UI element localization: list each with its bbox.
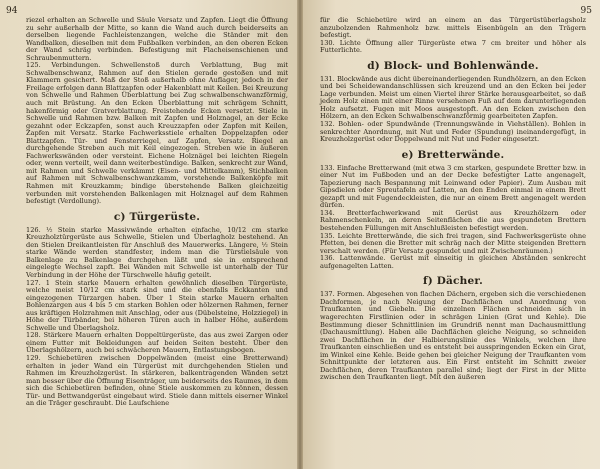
- paragraph-129: 129. Schiebetüren zwischen Doppelwänden (meist eine Bretterwand) erhalten in jeder Wand ein Türgerüst mit durchgehenden Stielen und Rahmen im Kreuzholzgerüst. In stärkeren, balkentragenden Wänden setzt man besser über die Öffnung Eisenträger, um beiderseits des Raumes, in dem sich die Schiebetüren befinden, ohne Stiele auskommen zu können, dessen Tür- und Bettwandgerüst eingebaut wird. Stiele dann mittels eiserner Winkel an die Träger geschraubt. Die Laufschiene: [26, 353, 288, 408]
- paragraph-127: 127. 1 Stein starke Mauern erhalten gewöhnlich dieselben Türgerüste, welche meist 10/12 cm stark sind und die ebenfalls Eckkanten und eingezogenen Türzargen haben. Über 1 Stein starke Mauern erhalten Bohlenzargen aus 4 bis 5 cm starken Bohlen oder hölzernen Rahmen, ferner aus kräftigen Holzrahmen mit Anschlag, oder aus (Dübelsteine, Holzziegel) in Höhe der Türbänder, bei höheren Türen auch in halber Höhe, außerdem Schwelle und Überlagsholz.: [26, 278, 288, 332]
- section-heading-dacher: f) Dächer.: [423, 275, 483, 288]
- paragraph-132: 132. Bohlen- oder Spundwände (Trennungswände in Viehställen). Bohlen in senkrechter Anordnung, mit Nut und Feder (Spundung) ineinandergefügt, in Kreuzholzgerüst oder Doppelwand mit Nut und Feder eingesetzt.: [320, 120, 586, 144]
- book-gutter: [297, 0, 303, 469]
- section-heading-bretterwande: e) Bretterwände.: [401, 148, 505, 161]
- right-page: [300, 0, 600, 469]
- paragraph-137: 137. Formen. Abgesehen von flachen Dächern, ergeben sich die verschiedenen Dachformen, je nach Neigung der Dachflächen und Anordnung von Traufkanten und Giebeln. Die einzelnen Flächen schneiden sich in wagerechten Firstlinien oder in schrägen Linien (Grat und Kehle). Die Bestimmung dieser Schnittlinien im Grundriß nennt man Dachausmittlung (Dachausmittlung). Haben alle Dachflächen gleiche Neigung, so schneiden zwei Dachflächen in der Halbierungslinie des Winkels, welchen ihre Traufkanten einschließen und es entsteht bei ausspringenden Ecken ein Grat, im Winkel eine Kehle. Beide gehen bei gleicher Neigung der Traufkanten vom Schnittpunkte der letzteren aus. Ein First entsteht im Schnitt zweier Dachflächen, deren Traufkanten parallel sind; liegt der First in der Mitte zwischen den Traufkanten liegt. Mit den äußeren: [320, 290, 586, 382]
- page-number-right: 95: [580, 6, 592, 16]
- paragraph-125: 125. Verbindungen. Schwellenstoß durch Verblattung, Bug mit Schwalbenschwanz, Rahmen auf den Stielen gerade gestoßen und mit Klammern gesichert. Maß der Stoß außerhalb ohne Auflager, jedoch in der Freilage erfolgen dann Blattzapfen oder Hakenblatt mit Keilen. Bei Kreuzung von Schwelle und Rahmen Überblattung bei Zug schwalbenschwanzförmig, auch mit Brüstung. An den Ecken Überblattung mit schrägem Schnitt, hakenförmig oder Gratverblattung. Freistehende Ecken versetzt. Stiele in Schwelle und Rahmen bzw. Balken mit Zapfen und Holznagel, an der Ecke gezahnt oder Eckzapfen, sonst auch Kreuzzapfen oder Zapfen mit Keilen, Zapfen mit Versatz. Starke Fachwerksstiele erhalten Doppelzapfen oder Blattzapfen. Tür- und Fensterriegel, auf Zapfen, Versatz. Riegel an durchgehende Streben auch mit Keil eingezogen. Streben wie in äußeren Fachwerkswänden oder versteint. Eichene Holznägel bei leichten Riegeln oder, wenn verteilt, weil dann weiterbestündige. Balken, senkrecht zur Wand, mit Rahmen und Schwelle verkämmt (Eisen- und Mittelkamm), Stichbalken auf Rahmen mit Schwalbenschwanzkamm, vorstehende Balkenköpfe mit Rahmen mit Kreuzkamm; bindige überstehende Balken gleichzeitig verbunden mit vorstehenden Balkenlagen mit Holznagel auf dem Rahmen befestigt (Verdollung).: [26, 61, 288, 206]
- section-heading-turgeruste: c) Türgerüste.: [113, 210, 201, 223]
- paragraph-131: 131. Blockwände aus dicht übereinanderliegenden Rundhölzern, an den Ecken und bei Scheidewandanschlüssen sich kreuzend und an den Ecken bei jeder Lage verbunden. Meist um einen Viertel ihrer Stärke herausgearbeitet, so daß jedem Holz einen mit einer Rinne versehenen Fuß auf dem darunterliegenden Holz aufsetzt. Fugen mit Moos ausgestopft. An den Ecken zwischen den Hölzern, an den Ecken Schwalbenschwanzförmig gearbeiteten Zapfen.: [320, 74, 586, 121]
- paragraph-134: 134. Bretterfachwerkwand mit Gerüst aus Kreuzhölzern oder Rahmenschenkeln, an deren Seitenflächen die aus gespundeten Brettern bestehenden Füllungen mit Anschlußleisten befestigt werden.: [320, 208, 586, 233]
- paragraph-135: 135. Leichte Bretterwände, die sich frei tragen, sind Fachwerksgerüste ohne Pfetten, bei denen die Bretter mit schräg nach der Mitte steigenden Brettern verschalt werden. (Für Versatz gespundet und mit Zwischenräumen.): [320, 231, 586, 255]
- paragraph-136: 136. Lattenwände. Gerüst mit einseitig in gleichen Abständen senkrecht aufgenagelten Latten.: [320, 254, 586, 270]
- paragraph-130: 130. Lichte Öffnung aller Türgerüste etwa 7 cm breiter und höher als Futterlichte.: [320, 38, 586, 55]
- paragraph: riezel erhalten an Schwelle und Säule Versatz und Zapfen. Liegt die Öffnung zu sehr außerhalb der Mitte, so kann die Wand auch durch beiderseits an derselben liegende Fachleistenzangen, welche die Ständer mit den Wandbalken, dieselben mit dem Fußbalken verbinden, an den oberen Ecken der Wand schräg verbinden. Befestigung mit Flacheisenschienen und Schraubenmuttern.: [26, 16, 288, 62]
- paragraph-continued: für die Schiebetüre wird an einem an das Türgerüstüberlagsholz anzubolzenden Rahmenholz bzw. mittels Eisenbügeln an den Trägern befestigt.: [320, 16, 586, 40]
- paragraph-126: 126. ½ Stein starke Massivwände erhalten einfache, 10/12 cm starke Kreuzholztürgerüste aus Schwelle, Stielen und Überlagholz bestehend. An den Stielen Dreikantleisten für Anschluß des Mauerwerks. Längere, ½ Stein starke Wände werden standfester, indem man die Türstielsäule von Balkenlage zu Balkenlage durchgehen läßt und sie in entsprechend eingelegte Wechsel zapft. Bei Wänden mit Schwelle ist unterhalb der Tür Verbindung in der Höhe der Türschwelle häufig geteilt.: [26, 225, 288, 279]
- section-heading-block-bohlenwande: d) Block- und Bohlenwände.: [367, 59, 539, 72]
- page-number-left: 94: [6, 6, 18, 16]
- paragraph-133: 133. Einfache Bretterwand (mit etwa 3 cm starken, gespundete Bretter bzw. in einer Nut im Fußboden und an der Decke befestigter Latte angenagelt, Tapezierung nach Bespannung mit Leinwand oder Papier). Zum Ausbau mit Gipsdielen oder Spreutafeln auf Latten, an den Enden einmal in einem Brett gezapft und mit Fugendeckleisten, die nur an einem Brett angenagelt werden dürfen.: [320, 163, 586, 210]
- paragraph-128: 128. Stärkere Mauern erhalten Doppeltürgerüste, das aus zwei Zargen oder einem Futter mit Bekleidungen auf beiden Seiten besteht. Über den Überlagshölzern, auch bei schwächeren Mauern, Entlastungsbogen.: [26, 331, 288, 355]
